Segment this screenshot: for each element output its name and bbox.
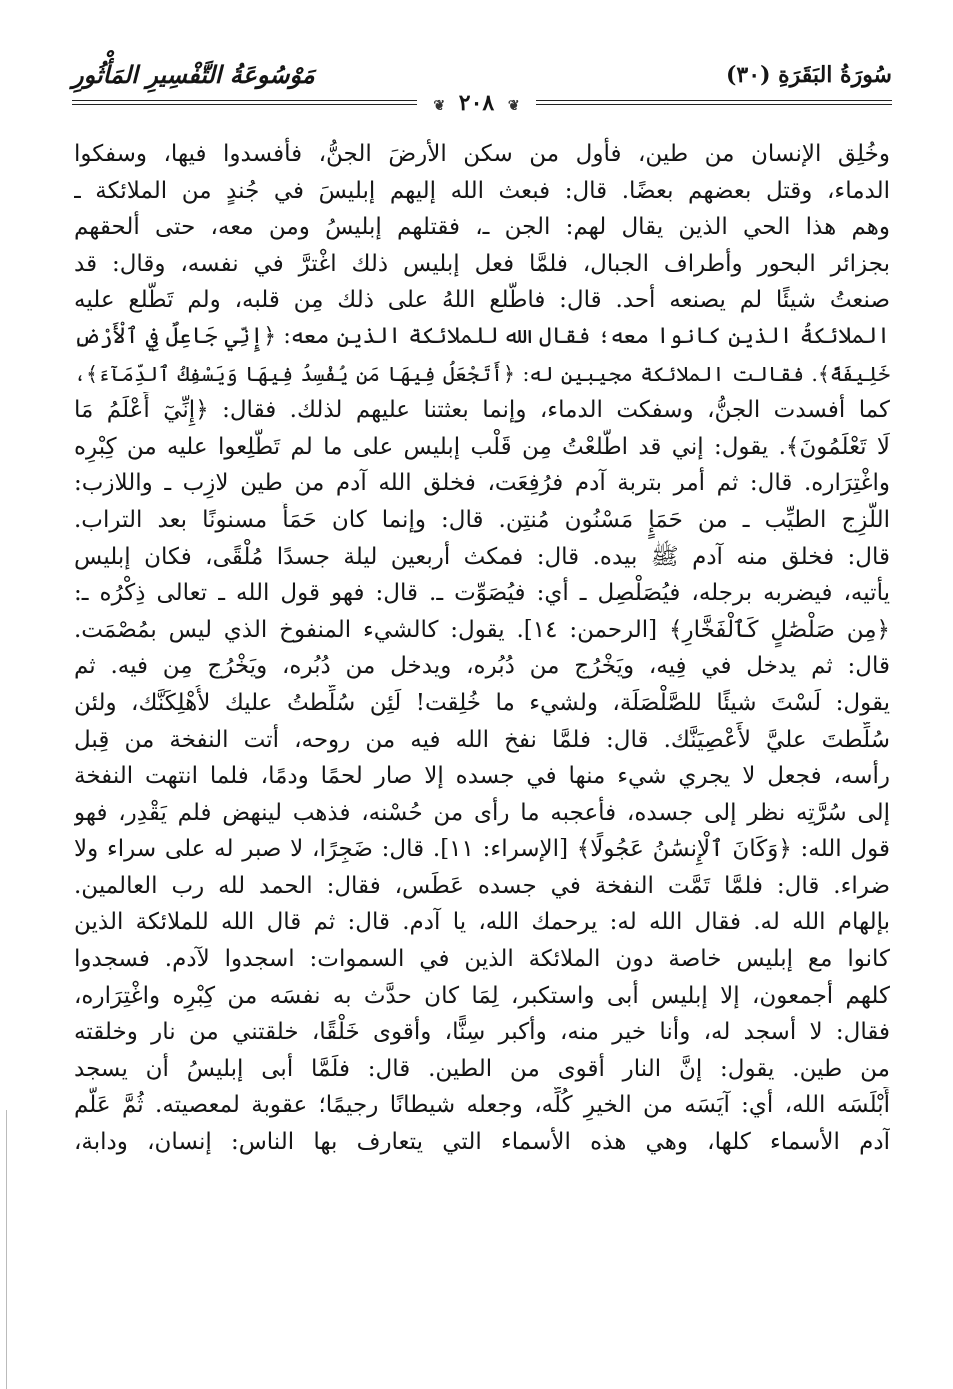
page-edge-line	[6, 1110, 7, 1389]
page-number: ٢٠٨	[458, 90, 495, 116]
text-line: الملائكةُ الذين كانوا معه؛ فقال الله للملائكة الذين معه: ﴿إِنِّي جَاعِلٌ فِي ٱلْأَرْضِ	[74, 323, 890, 349]
ornament-right-icon: ❦	[507, 98, 520, 114]
text-line: رأسه، فجعل لا يجري شيء منها في جسده إلا صار لحمًا ودمًا، فلما انتهت النفخة	[74, 763, 890, 790]
text-line: يأتيه، فيضربه برجله، فيُصَلْصِل ـ أي: فيُصَوِّت ـ. قال: فهو قول الله ـ تعالى ذِكْرُه ـ:	[74, 580, 890, 607]
text-line: سُلِّطتَ عليَّ لأَعْصِيَنَّك. قال: فلمَّا نفخ الله فيه من روحه، أتت النفخة من قِبل	[74, 726, 890, 753]
page-number-container	[0, 90, 953, 118]
text-line: اللَّزِج الطيِّب ـ من حَمَإٍ مَسْنُون مُنتِن. قال: وإنما كان حَمَأً مسنونًا بعد التراب.	[74, 506, 890, 533]
text-line: يقول: لَسْتَ شيئًا للصَّلْصَلَة، ولشيء ما خُلِقت! لَئِن سُلِّطتُ عليك لأُهْلِكَنَّك، ولئن	[74, 689, 890, 716]
text-line: الدماء، وقتل بعضهم بعضًا. قال: فبعث الله إليهم إبليسَ في جُندٍ من الملائكة ـ	[74, 177, 890, 204]
text-line: إلى سُرَّتِه نظر إلى جسده، فأعجبه ما رأى من حُسْنه، فذهب لينهض فلم يَقْدِر، فهو	[74, 799, 890, 826]
text-line: آدم الأسماء كلها، وهي هذه الأسماء التي يتعارف بها الناس: إنسان، ودابة،	[74, 1129, 890, 1156]
text-line: ﴿مِن صَلْصَٰلٍ كَٱلْفَخَّارِ﴾ [الرحمن: ١٤]. يقول: كالشيء المنفوخ الذي ليس بمُصْمَت.	[74, 616, 890, 643]
text-line: صنعتُ شيئًا لم يصنعه أحد. قال: فاطَّلع اللهُ على ذلك مِن قلبه، ولم تَطَّلع عليه	[74, 287, 890, 314]
text-line: واغْتِرَاره. قال: ثم أمر بتربة آدم فرُفِعَت، فخلق الله آدم من طين لازِب ـ واللازب:	[74, 470, 890, 497]
text-line: قال: فخلق منه آدم ﷺ بيده. قال: فمكث أربعين ليلة جسدًا مُلْقًى، فكان إبليس	[74, 543, 890, 570]
text-line: وخُلِق الإنسان من طين، فأول من سكن الأرضَ الجنُّ، فأفسدوا فيها، وسفكوا	[74, 141, 890, 167]
text-line: بجزائر البحور وأطراف الجبال، فلمَّا فعل إبليس ذلك اغْترَّ في نفسه، وقال: قد	[74, 250, 890, 277]
text-line: بإلهام الله له. فقال الله له: يرحمك الله، يا آدم. قال: ثم قال الله للملائكة الذين	[74, 909, 890, 936]
text-line: وهم هذا الحي الذين يقال لهم: الجن ـ، فقتلهم إبليسُ ومن معه، حتى ألحقهم	[74, 214, 890, 241]
text-line: فقال: لا أسجد له، وأنا خير منه، وأكبر سِنًّا، وأقوى خَلْقًا، خلقتني من نار وخلقته	[74, 1019, 890, 1046]
text-line: قول الله: ﴿وَكَانَ ٱلْإِنسَٰنُ عَجُولًا﴾ [الإسراء: ١١]. قال: ضَجِرًا، لا صبر له على سراء ولا	[74, 836, 890, 863]
text-line: كانوا مع إبليس خاصة دون الملائكة الذين في السموات: اسجدوا لآدم. فسجدوا	[74, 946, 890, 973]
text-line: من طين. يقول: إنَّ النار أقوى من الطين. قال: فلَمَّا أبى إبليسُ أن يسجد	[74, 1055, 890, 1082]
page-number-box	[417, 90, 535, 116]
ornament-left-icon: ❦	[433, 98, 446, 114]
text-line: خَلِيفَةً﴾. فقالت الملائكة مجيبين له: ﴿أَتَجْعَلُ فِيهَا مَن يُفْسِدُ فِيهَا وَيَسْفِكُ ٱلدِّمَآءَ﴾،	[74, 361, 890, 386]
book-title: مَوْسُوعَةُ التَّفْسِيرِ المَأْثُورِ	[72, 60, 315, 89]
text-line: كلهم أجمعون، إلا إبليس أبى واستكبر، لِمَا كان حدَّث به نفسَه من كِبْرِه واغْتِرَاره،	[74, 982, 890, 1009]
surah-title: سُورَةُ البَقَرَةِ (٣٠)	[726, 62, 892, 88]
text-line: كما أفسدت الجنُّ، وسفكت الدماء، وإنما بعثتنا عليهم لذلك. فقال: ﴿إِنِّيٓ أَعْلَمُ مَا	[74, 397, 890, 424]
text-line: لَا تَعْلَمُونَ﴾. يقول: إني قد اطَّلعْتُ مِن قَلْب إبليس على ما لم تَطَّلِعوا عليه من كِبْرِه	[74, 433, 890, 460]
text-line: ضراء. قال: فلمَّا تَمَّت النفخة في جسده عَطَس، فقال: الحمد لله رب العالمين.	[74, 872, 890, 899]
text-line: قال: ثم يدخل في فِيه، ويَخْرُج من دُبُره، ويدخل من دُبُره، ويَخْرُج مِن فيه. ثم	[74, 653, 890, 680]
body-text	[74, 136, 890, 1161]
text-line: أَبْلَسَه الله، أي: آيَسَه من الخيرِ كُلِّه، وجعله شيطانًا رجيمًا؛ عقوبة لمعصيته. ثُمَّ عَلَّم	[74, 1092, 890, 1119]
